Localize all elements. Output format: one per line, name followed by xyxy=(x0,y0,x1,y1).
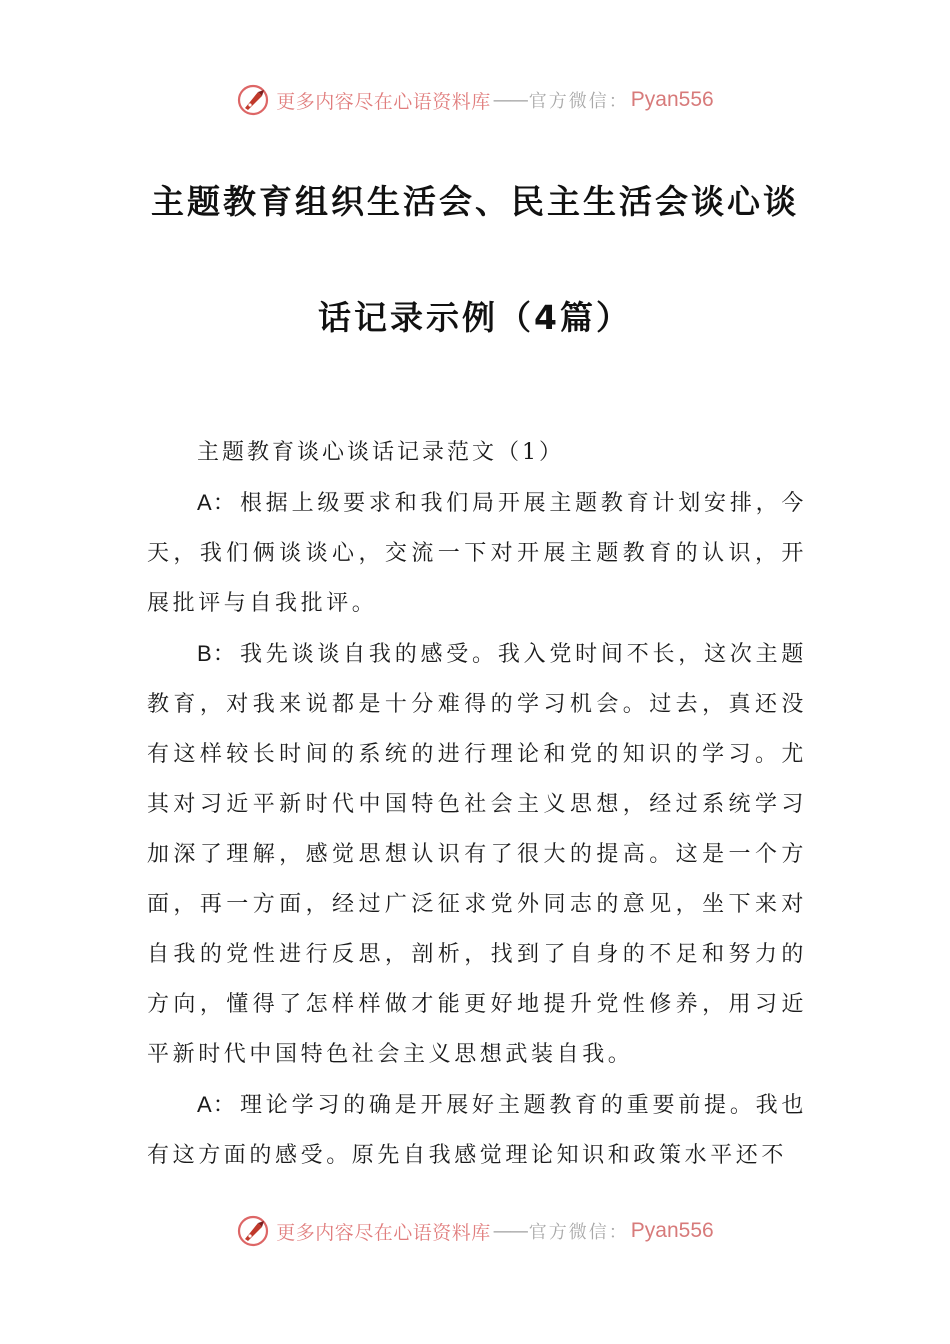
watermark-wechat-id: Pyan556 xyxy=(630,1219,714,1242)
document-title-line1: 主题教育组织生活会、民主生活会谈心谈 xyxy=(151,182,799,221)
pen-nib-logo-icon xyxy=(236,83,270,117)
paragraph-text: 我先谈谈自我的感受。我入党时间不长，这次主题教育，对我来说都是十分难得的学习机会。过去，真还没有这样较长时间的系统的进行理论和党的知识的学习。尤其对习近平新时代中国特色社会主义思想，经过系统学习加深了理解，感觉思想认识有了很大的提高。这是一个方面，再一方面，经过广泛征求党外同志的意见，坐下来对自我的党性进行反思，剖析，找到了自身的不足和努力的方向，懂得了怎样样做才能更好地提升党性修养，用习近平新时代中国特色社会主义思想武装自我。 xyxy=(147,642,807,1067)
watermark-main-text: 更多内容尽在心语资料库 xyxy=(276,1221,491,1244)
paragraph xyxy=(147,1080,807,1181)
pen-nib-logo-icon xyxy=(236,1214,270,1248)
speaker-label: A： xyxy=(197,490,237,515)
watermark-wechat-id: Pyan556 xyxy=(630,88,714,111)
paragraph-text: 理论学习的确是开展好主题教育的重要前提。我也有这方面的感受。原先自我感觉理论知识和政策水平还不 xyxy=(147,1093,807,1168)
watermark-label: 官方微信： xyxy=(528,91,629,112)
speaker-label: A： xyxy=(197,1092,237,1117)
watermark-banner-bottom xyxy=(0,1211,950,1251)
document-title-line2: 话记录示例（4篇） xyxy=(318,298,632,337)
section-heading: 主题教育谈心谈话记录范文（1） xyxy=(197,440,564,465)
watermark-dash: —— xyxy=(492,89,527,111)
document-body xyxy=(147,428,807,1181)
watermark-label: 官方微信： xyxy=(528,1222,629,1243)
watermark-main-text: 更多内容尽在心语资料库 xyxy=(276,90,491,113)
speaker-label: B： xyxy=(197,641,237,666)
watermark-dash: —— xyxy=(492,1220,527,1242)
watermark-banner-top xyxy=(0,80,950,120)
paragraph xyxy=(147,478,807,629)
paragraph-text: 根据上级要求和我们局开展主题教育计划安排，今天，我们俩谈谈心，交流一下对开展主题教育的认识，开展批评与自我批评。 xyxy=(147,491,807,616)
paragraph xyxy=(147,629,807,1080)
